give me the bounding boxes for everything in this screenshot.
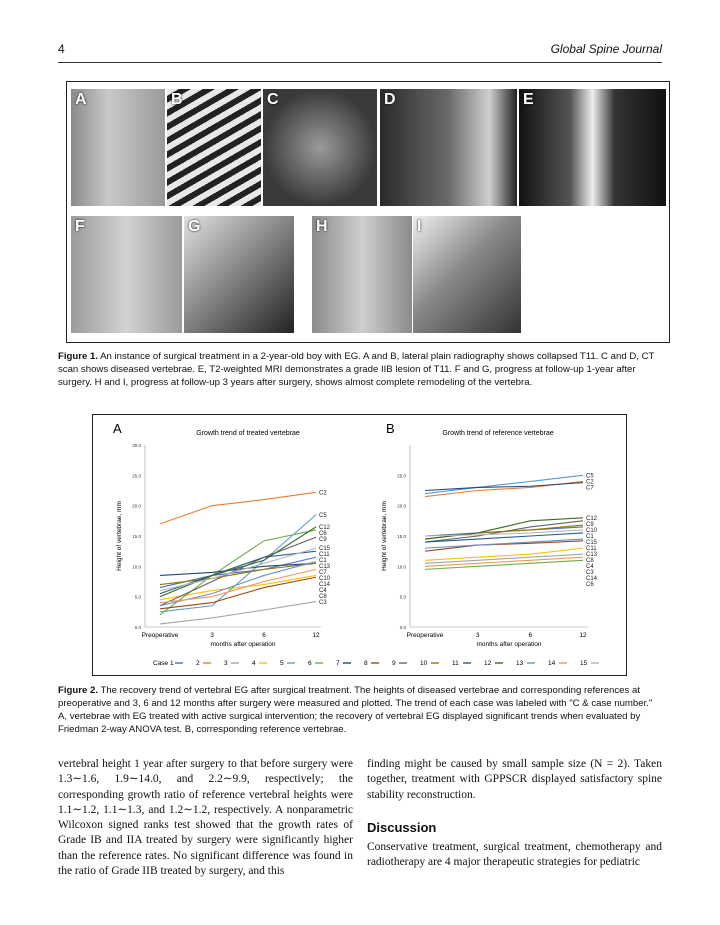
figure1-panel-c <box>263 89 377 206</box>
panel-label: F <box>75 218 85 235</box>
chart-x-tick-label: 6 <box>528 632 533 639</box>
body-left-column <box>58 757 353 879</box>
chart-y-tick-label: 25.0 <box>397 473 406 479</box>
chart-series-label: C11 <box>586 545 597 552</box>
chart-y-tick-label: 20.0 <box>132 503 141 509</box>
chart-y-tick-label: 25.0 <box>132 473 141 479</box>
chart-series-line-c12 <box>160 527 316 597</box>
journal-name: Global Spine Journal <box>550 42 662 56</box>
chart-series-label: C11 <box>319 552 330 559</box>
chart-title: Growth trend of reference vertebrae <box>442 430 554 437</box>
figure1-caption-label: Figure 1. <box>58 351 98 362</box>
chart-x-axis-label: months after operation <box>210 641 276 648</box>
chart-series-label: C6 <box>319 530 327 537</box>
chart-y-tick-label: 20.0 <box>397 503 406 509</box>
panel-label: I <box>417 218 422 235</box>
legend-label: 11 <box>452 660 459 667</box>
chart-series-line-c8 <box>425 541 583 551</box>
chart-y-tick-label: 5.0 <box>399 594 406 600</box>
chart-y-tick-label: 30.0 <box>132 443 141 448</box>
chart-title: Growth trend of treated vertebrae <box>196 430 300 437</box>
chart-y-tick-label: 10.0 <box>132 564 141 570</box>
legend-label: 15 <box>580 660 588 667</box>
body-paragraph: finding might be caused by small sample size (N = 2). Taken together, treatment with GPPSCR displayed satisfactory spine stability reconstruction. <box>367 758 662 801</box>
chart-y-tick-label: 0.0 <box>134 625 141 630</box>
figure-2 <box>92 414 627 676</box>
figure1-panel-g <box>184 216 294 333</box>
chart-series-label: C5 <box>586 473 594 480</box>
chart-series-label: C1 <box>586 533 594 540</box>
body-right-column-top <box>367 757 662 803</box>
chart-series-label: C12 <box>586 515 598 522</box>
chart-series-label: C2 <box>319 490 327 497</box>
legend-label: 10 <box>420 660 428 667</box>
chart-series-label: C3 <box>586 569 594 576</box>
chart-series-label: C8 <box>586 557 594 564</box>
chart-series-label: C14 <box>586 575 598 582</box>
legend-label: 3 <box>224 660 228 667</box>
figure1-panel-i <box>413 216 521 333</box>
figure1-panel-e <box>519 89 666 206</box>
chart-series-label: C13 <box>586 551 598 558</box>
chart-series-label: C12 <box>319 524 331 531</box>
legend-label: 8 <box>364 660 368 667</box>
chart-x-axis-label: months after operation <box>476 641 542 648</box>
discussion-heading: Discussion <box>367 820 437 835</box>
legend-label: 4 <box>252 660 256 667</box>
chart-series-label: C9 <box>319 536 327 543</box>
legend-label: 7 <box>336 660 340 667</box>
page-number: 4 <box>58 42 65 56</box>
body-paragraph: vertebral height 1 year after surgery to that before surgery were 1.3∼1.6, 1.9∼14.0, and 2.2∼9.9, respectively; the corresponding growth ratio of reference vertebral heights were 1.1∼1.2, 1.1∼1.3, and 1.2∼1.2, respectively. A nonparametric Wilcoxon signed ranks test showed that the growth rates of Grade IB and IIA treated by surgery were significantly higher than the reference rates. No significant difference was found in the ratio of Grade IIB treated by surgery, and this <box>58 758 353 878</box>
chart-x-tick-label: 3 <box>475 632 480 639</box>
chart-series-label: C4 <box>319 588 327 595</box>
legend-label: 2 <box>196 660 200 667</box>
chart-y-tick-label: 15.0 <box>397 534 406 539</box>
chart-series-label: C4 <box>586 563 594 570</box>
chart-x-tick-label: 12 <box>579 632 587 639</box>
figure1-panel-d <box>380 89 517 206</box>
body-paragraph: Conservative treatment, surgical treatment, chemotherapy and radiotherapy are 4 major therapeutic strategies for pediatric <box>367 841 662 869</box>
chart-panel-letter: B <box>386 421 395 436</box>
figure1-panel-a <box>71 89 165 206</box>
legend-label: 9 <box>392 660 396 667</box>
chart-y-tick-label: 5.0 <box>134 594 141 600</box>
panel-label: C <box>267 91 279 108</box>
panel-label: E <box>523 91 534 108</box>
chart-series-label: C7 <box>319 570 327 577</box>
chart-series-label: C10 <box>319 576 331 583</box>
chart-x-tick-label: Preoperative <box>141 632 179 639</box>
chart-series-label: C2 <box>586 479 594 486</box>
figure1-caption-text: An instance of surgical treatment in a 2-year-old boy with EG. A and B, lateral plain radiography shows collapsed T11. C and D, CT scan shows diseased vertebrae. E, T2-weighted MRI demonstrates a grade IIB lesion of T11. F and G, progress at follow-up 1-year after surgery. H and I, progress at follow-up 3 years after surgery, shows almost complete remodeling of the vertebra. <box>58 351 655 388</box>
panel-label: B <box>171 91 183 108</box>
figure2-caption <box>58 684 662 736</box>
chart-series-label: C15 <box>319 546 331 553</box>
panel-label: D <box>384 91 396 108</box>
figure1-panel-b <box>167 89 261 206</box>
chart-x-tick-label: 3 <box>210 632 214 639</box>
figure1-caption <box>58 350 662 389</box>
chart-y-tick-label: 15.0 <box>132 534 141 539</box>
chart-series-label: C13 <box>319 564 331 571</box>
figure2-caption-text: The recovery trend of vertebral EG after surgical treatment. The heights of diseased vertebrae and corresponding references at preoperative and 3, 6 and 12 months after surgery were measured and plotted. The trend of each case was labeled with "C & case number." A, vertebrae with EG treated with active surgical intervention; the recovery of vertebral EG displayed significant trends when evaluated by Friedman 2-way ANOVA test. B, corresponding reference vertebrae. <box>58 685 653 735</box>
chart-series-label: C6 <box>586 581 594 588</box>
chart-y-axis-label: Height of vertebrae, mm <box>381 501 388 571</box>
legend-label: 14 <box>548 660 556 667</box>
chart-series-line-c3 <box>160 602 316 624</box>
chart-y-tick-label: 0.0 <box>399 625 406 630</box>
chart-y-axis-label: Height of vertebrae, mm <box>116 501 123 571</box>
chart-x-tick-label: Preoperative <box>406 632 444 639</box>
chart-series-label: C9 <box>586 521 594 528</box>
chart-x-tick-label: 12 <box>312 632 320 639</box>
chart-series-label: C1 <box>319 558 327 565</box>
legend-label: 12 <box>484 660 492 667</box>
panel-label: A <box>75 91 87 108</box>
chart-y-tick-label: 10.0 <box>397 564 406 570</box>
chart-series-line-c2 <box>160 492 316 524</box>
chart-series-label: C14 <box>319 582 331 589</box>
legend-label: 5 <box>280 660 284 667</box>
chart-series-label: C15 <box>586 539 598 546</box>
chart-series-label: C10 <box>586 527 598 534</box>
legend-label: 13 <box>516 660 524 667</box>
legend-label: Case 1 <box>153 660 174 667</box>
chart-x-tick-label: 6 <box>262 632 266 639</box>
chart-series-label: C8 <box>319 594 327 601</box>
figure1-panel-f <box>71 216 182 333</box>
figure-1 <box>66 81 670 343</box>
chart-series-label: C5 <box>319 512 327 519</box>
panel-label: G <box>188 218 201 235</box>
figure1-panel-h <box>312 216 412 333</box>
figure2-charts <box>93 415 626 675</box>
legend-label: 6 <box>308 660 312 667</box>
chart-series-label: C3 <box>319 600 327 607</box>
panel-label: H <box>316 218 328 235</box>
chart-series-line-c15 <box>425 530 583 536</box>
header-rule <box>58 62 662 63</box>
figure2-caption-label: Figure 2. <box>58 685 98 696</box>
body-right-column-bottom <box>367 840 662 871</box>
chart-series-label: C7 <box>586 485 594 492</box>
chart-panel-letter: A <box>113 421 122 436</box>
